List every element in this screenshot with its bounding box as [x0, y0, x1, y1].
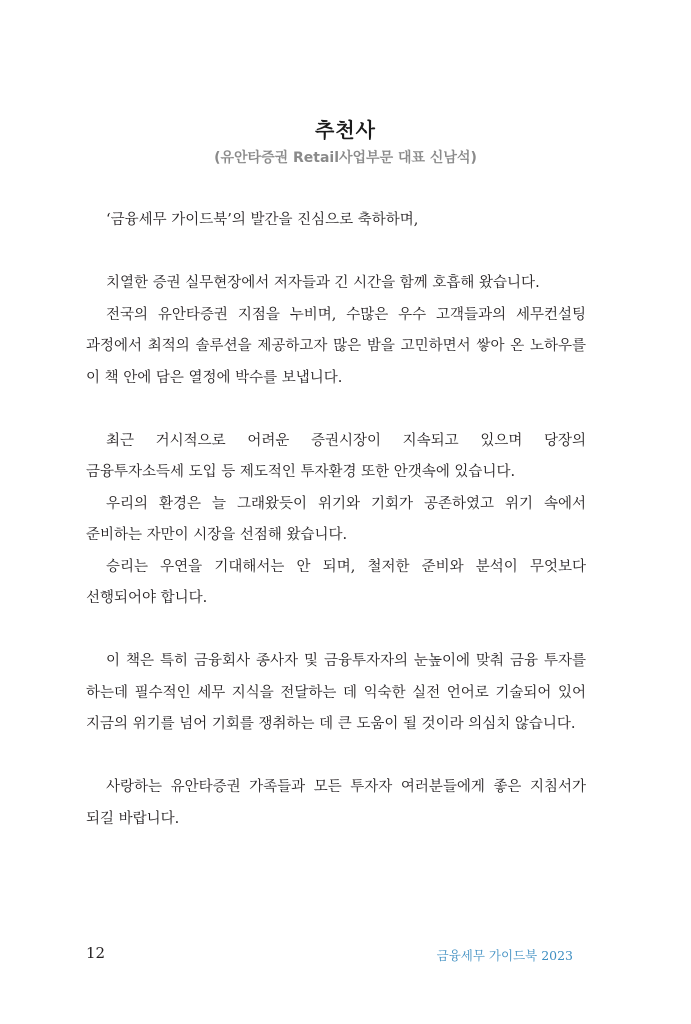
- sentence: 최근 거시적으로 어려운 증권시장이 지속되고 있으며 당장의 금융투자소득세 도입 등 제도적인 투자환경 또한 안갯속에 있습니다.: [86, 432, 586, 480]
- sentence: 치열한 증권 실무현장에서 저자들과 긴 시간을 함께 호흡해 왔습니다.: [106, 275, 540, 291]
- paragraph: [86, 772, 586, 835]
- sentence: 전국의 유안타증권 지점을 누비며, 수많은 우수 고객들과의 세무컨설팅 과정에서 최적의 솔루션을 제공하고자 많은 밤을 고민하면서 쌓아 온 노하우를 이 책 안에 담은 열정에 박수를 보냅니다.: [86, 306, 586, 386]
- sentence: 이 책은 특히 금융회사 종사자 및 금융투자자의 눈높이에 맞춰 금융 투자를 하는데 필수적인 세무 지식을 전달하는 데 익숙한 실전 언어로 기술되어 있어 지금의 위기를 넘어 기회를 쟁취하는 데 큰 도움이 될 것이라 의심치 않습니다.: [86, 653, 586, 732]
- running-head: 금융세무 가이드북 2023: [436, 948, 573, 963]
- paragraph: [86, 268, 586, 394]
- sentence: 우리의 환경은 늘 그래왔듯이 위기와 기회가 공존하였고 위기 속에서 준비하는 자만이 시장을 선점해 왔습니다.: [86, 495, 586, 543]
- sentence: ‘금융세무 가이드북’의 발간을 진심으로 축하하며,: [106, 212, 419, 228]
- body-text: [86, 205, 586, 867]
- paragraph: [86, 426, 586, 615]
- sentence: 승리는 우연을 기대해서는 안 되며, 철저한 준비와 분석이 무엇보다 선행되어야 합니다.: [86, 558, 586, 606]
- page-number: 12: [86, 944, 106, 962]
- paragraph: [86, 205, 586, 237]
- page-title: 추천사: [315, 118, 376, 142]
- sentence: 사랑하는 유안타증권 가족들과 모든 투자자 여러분들에게 좋은 지침서가 되길 바랍니다.: [86, 779, 586, 827]
- paragraph: [86, 646, 586, 741]
- page-subtitle: (유안타증권 Retail사업부문 대표 신남석): [214, 150, 477, 166]
